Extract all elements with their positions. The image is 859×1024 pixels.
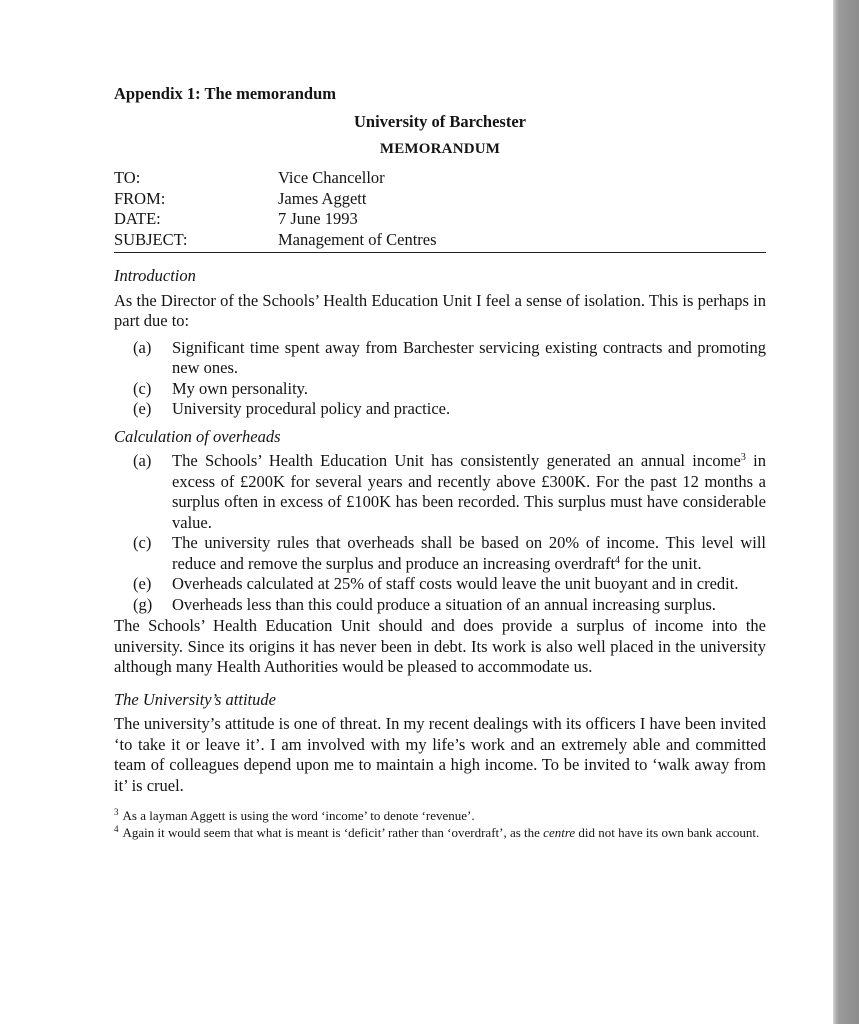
footnote-text: As a layman Aggett is using the word ‘income’ to denote ‘revenue’. <box>122 808 475 823</box>
footnotes <box>114 807 766 841</box>
list-item <box>114 451 766 533</box>
scan-edge-shadow <box>833 0 859 1024</box>
list-item <box>114 338 766 379</box>
list-item <box>114 399 766 420</box>
to-label: TO: <box>114 168 141 187</box>
header-row-subject <box>114 230 766 251</box>
overheads-list <box>114 451 766 615</box>
university-name: University of Barchester <box>354 112 526 131</box>
list-item-label: (a) <box>133 451 152 470</box>
list-item-text: Overheads calculated at 25% of staff costs would leave the unit buoyant and in credit. <box>172 574 739 593</box>
footnote-ref: 3 <box>740 452 746 463</box>
from-value: James Aggett <box>278 188 367 208</box>
footnote-3 <box>114 807 766 824</box>
overheads-paragraph: The Schools’ Health Education Unit should and does provide a surplus of income into the university. Since its origins it has never been in debt. Its work is also well placed in the university although many Health Authorities would be pleased to accommodate us. <box>114 616 766 676</box>
list-item <box>114 595 766 616</box>
list-item-text: Overheads less than this could produce a situation of an annual increasing surplus. <box>172 594 716 614</box>
list-item <box>114 533 766 574</box>
footnote-text: did not have its own bank account. <box>575 825 760 840</box>
subject-label: SUBJECT: <box>114 229 188 249</box>
list-item-text: for the unit. <box>620 553 702 573</box>
list-item-text: University procedural policy and practice. <box>172 399 451 418</box>
list-item-label: (e) <box>133 574 152 593</box>
date-label: DATE: <box>114 209 161 228</box>
list-item-label: (c) <box>133 378 152 398</box>
memo-body <box>114 266 766 841</box>
footnote-text: Again it would seem that what is meant is ‘deficit’ rather than ‘overdraft’, as the <box>122 825 544 840</box>
overheads-heading: Calculation of overheads <box>114 426 281 446</box>
list-item-label: (a) <box>133 337 152 357</box>
footnote-number: 4 <box>114 824 119 834</box>
header-divider <box>114 252 766 253</box>
memorandum-label: MEMORANDUM <box>379 141 501 157</box>
footnote-ref: 4 <box>615 554 621 566</box>
intro-list <box>114 338 766 420</box>
list-item-label: (e) <box>133 399 152 418</box>
list-item-label: (c) <box>133 533 152 552</box>
appendix-title: Appendix 1: The memorandum <box>114 84 337 103</box>
list-item <box>114 574 766 595</box>
attitude-paragraph: The university’s attitude is one of threat. In my recent dealings with its officers I have been invited ‘to take it or leave it’. I am involved with my life’s work and an extremely able and committed team of colleagues depend upon me to maintain a high income. To be invited to ‘walk away from it’ is cruel. <box>114 714 766 795</box>
to-value: Vice Chancellor <box>278 168 385 187</box>
header-row-date <box>114 209 766 230</box>
footnote-number: 3 <box>114 807 119 817</box>
memo-header <box>114 168 766 250</box>
intro-paragraph: As the Director of the Schools’ Health Education Unit I feel a sense of isolation. This is perhaps in part due to: <box>114 290 766 330</box>
footnote-text-italic: centre <box>543 825 576 840</box>
list-item-text: My own personality. <box>172 378 308 398</box>
footnote-4 <box>114 824 766 841</box>
list-item <box>114 379 766 400</box>
list-item-text: in excess of £200K for several years and recently above £300K. For the past 12 months a surplus often in excess of £100K has been recorded. This surplus must have considerable value. <box>172 451 766 532</box>
from-label: FROM: <box>114 188 166 208</box>
list-item-label: (g) <box>133 594 153 614</box>
attitude-heading: The University’s attitude <box>114 689 276 709</box>
header-row-to <box>114 168 766 189</box>
list-item-text: The Schools’ Health Education Unit has consistently generated an annual income <box>172 451 741 470</box>
intro-heading: Introduction <box>114 266 196 285</box>
list-item-text: Significant time spent away from Barchester servicing existing contracts and promoting new ones. <box>172 337 766 377</box>
list-item-text: The university rules that overheads shall be based on 20% of income. This level will reduce and remove the surplus and produce an increasing overdraft <box>172 533 766 573</box>
date-value: 7 June 1993 <box>278 209 358 228</box>
header-row-from <box>114 189 766 210</box>
subject-value: Management of Centres <box>278 229 437 249</box>
